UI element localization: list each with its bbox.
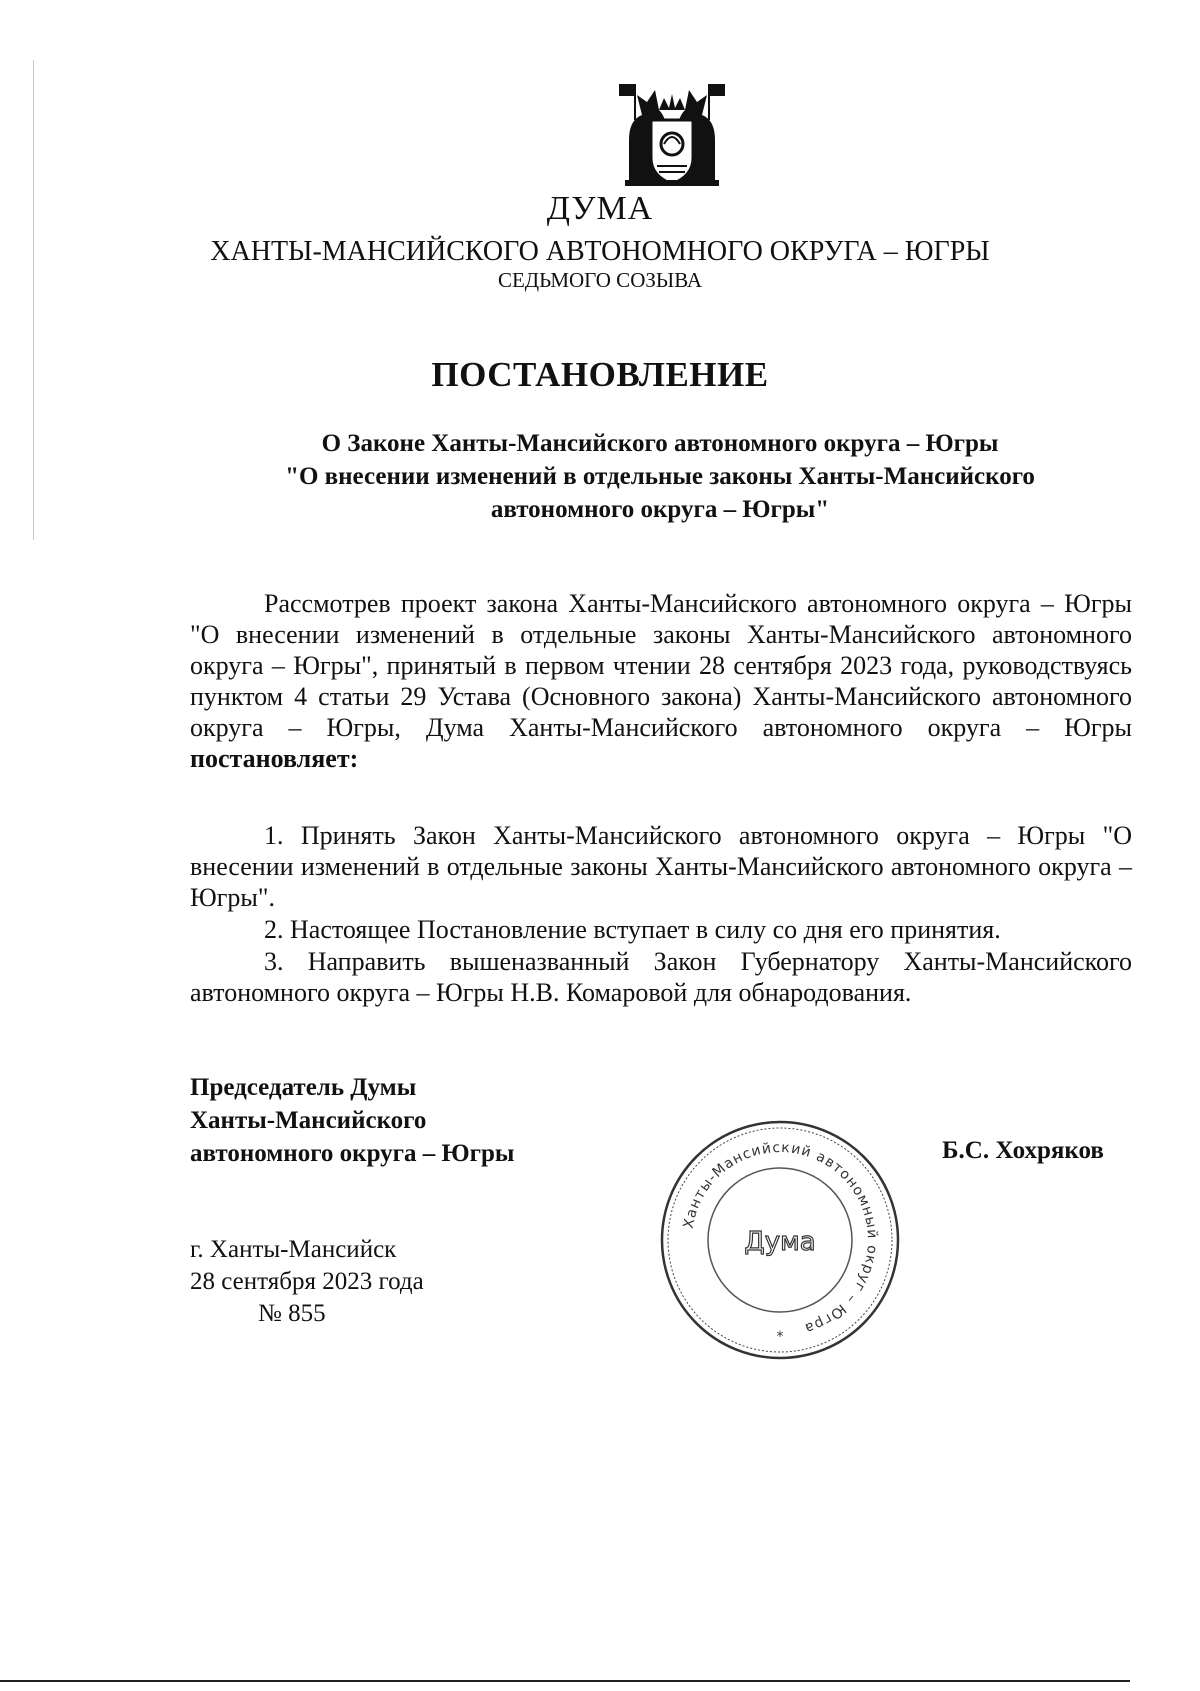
signer-name: Б.С. Хохряков [942,1137,1104,1164]
resolution-item-3: 3. Направить вышеназванный Закон Губернатору Ханты-Мансийского автономного округа – Югры Н.В. Комаровой для обнародования. [190,947,1132,1007]
document-subject [220,427,1100,526]
signer-position-line: Ханты-Мансийского [190,1107,427,1134]
seal-ring-text: Ханты-Мансийский автономный округ – Югра [680,1139,881,1337]
preamble-paragraph [190,588,1132,774]
official-seal [655,1115,905,1365]
org-convocation: СЕДЬМОГО СОЗЫВА [497,268,703,292]
signer-position [190,1071,514,1170]
signer-position-line: Председатель Думы [190,1074,417,1101]
seal-center-text: Дума [744,1227,816,1257]
org-name: ДУМА [546,190,654,227]
scan-margin-mark [33,60,34,540]
subject-line: О Законе Ханты-Мансийского автономного округа – Югры [321,430,999,457]
date: 28 сентября 2023 года [190,1268,424,1295]
subject-line: автономного округа – Югры" [490,496,830,523]
scan-bottom-rule [0,1680,1130,1682]
signer-position-line: автономного округа – Югры [190,1140,515,1167]
place: г. Ханты-Мансийск [190,1236,397,1263]
resolution-item-2: 2. Настоящее Постановление вступает в силу со дня его принятия. [264,915,1001,944]
preamble-text: Рассмотрев проект закона Ханты-Мансийского автономного округа – Югры "О внесении изменений в отдельные законы Ханты-Мансийского автономного округа – Югры", принятый в первом чтении 28 сентября 2023 года, руководствуясь пунктом 4 статьи 29 Устава (Основного закона) Ханты-Мансийского автономного округа – Югры, Дума Ханты-Мансийского автономного округа – Югры [190,589,1132,742]
resolution-item-1: 1. Принять Закон Ханты-Мансийского автономного округа – Югры "О внесении изменений в отдельные законы Ханты-Мансийского автономного округа – Югры". [190,821,1132,912]
subject-line: "О внесении изменений в отдельные законы Ханты-Мансийского [285,463,1035,490]
document-type: ПОСТАНОВЛЕНИЕ [431,355,769,394]
document-number: № 855 [258,1300,326,1327]
org-subname: ХАНТЫ-МАНСИЙСКОГО АВТОНОМНОГО ОКРУГА – ЮГРЫ [210,236,990,267]
svg-text:*: * [776,1329,784,1345]
place-date-block [190,1234,424,1330]
khmao-coat-of-arms-icon [617,80,727,190]
preamble-emphasis: постановляет: [190,744,359,773]
